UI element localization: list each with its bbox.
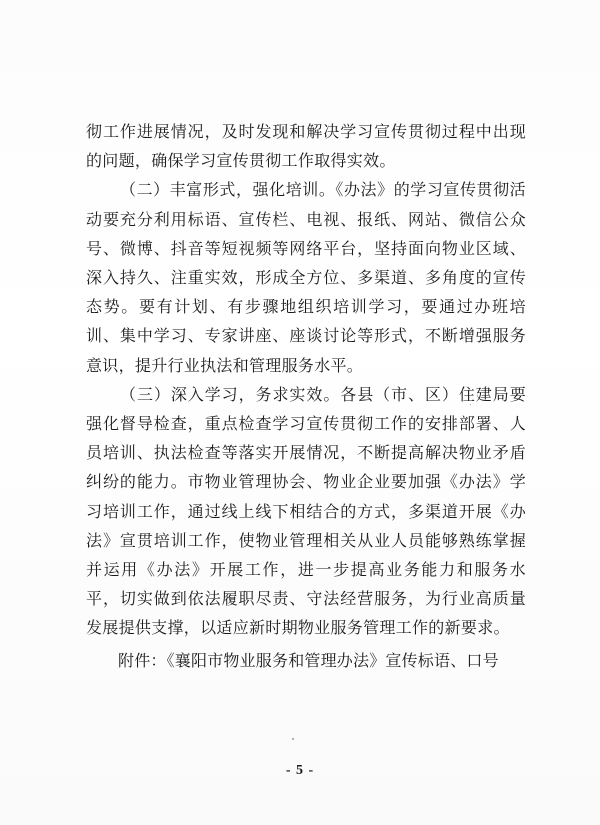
scan-speck — [292, 738, 294, 740]
paragraph-section-two: （二）丰富形式，强化培训。《办法》的学习宣传贯彻活动要充分利用标语、宣传栏、电视、报纸、网站、微信公众号、微博、抖音等短视频等网络平台，坚持面向物业区域、深入持久、注重实效，形成全方位、多渠道、多角度的宣传态势。要有计划、有步骤地组织培训学习，要通过办班培训、集中学习、专家讲座、座谈讨论等形式，不断增强服务意识，提升行业执法和管理服务水平。 — [86, 180, 526, 375]
paragraph-section-three: （三）深入学习，务求实效。各县（市、区）住建局要强化督导检查，重点检查学习宣传贯彻工作的安排部署、人员培训、执法检查等落实开展情况，不断提高解决物业矛盾纠纷的能力。市物业管理协会、物业企业要加强《办法》学习培训工作，通过线上线下相结合的方式，多渠道开展《办法》宣贯培训工作，使物业管理相关从业人员能够熟练掌握并运用《办法》开展工作，进一步提高业务能力和服务水平，切实做到依法履职尽责、守法经营服务，为行业高质量发展提供支撑，以适应新时期物业服务管理工作的新要求。 — [86, 384, 526, 638]
paragraph-continuation: 彻工作进展情况，及时发现和解决学习宣传贯彻过程中出现的问题，确保学习宣传贯彻工作取得实效。 — [86, 122, 526, 171]
scan-speck — [470, 404, 471, 405]
document-body — [86, 117, 526, 643]
attachment-line: 附件：《襄阳市物业服务和管理办法》宣传标语、口号 — [118, 651, 499, 670]
page-number: - 5 - — [285, 763, 315, 778]
